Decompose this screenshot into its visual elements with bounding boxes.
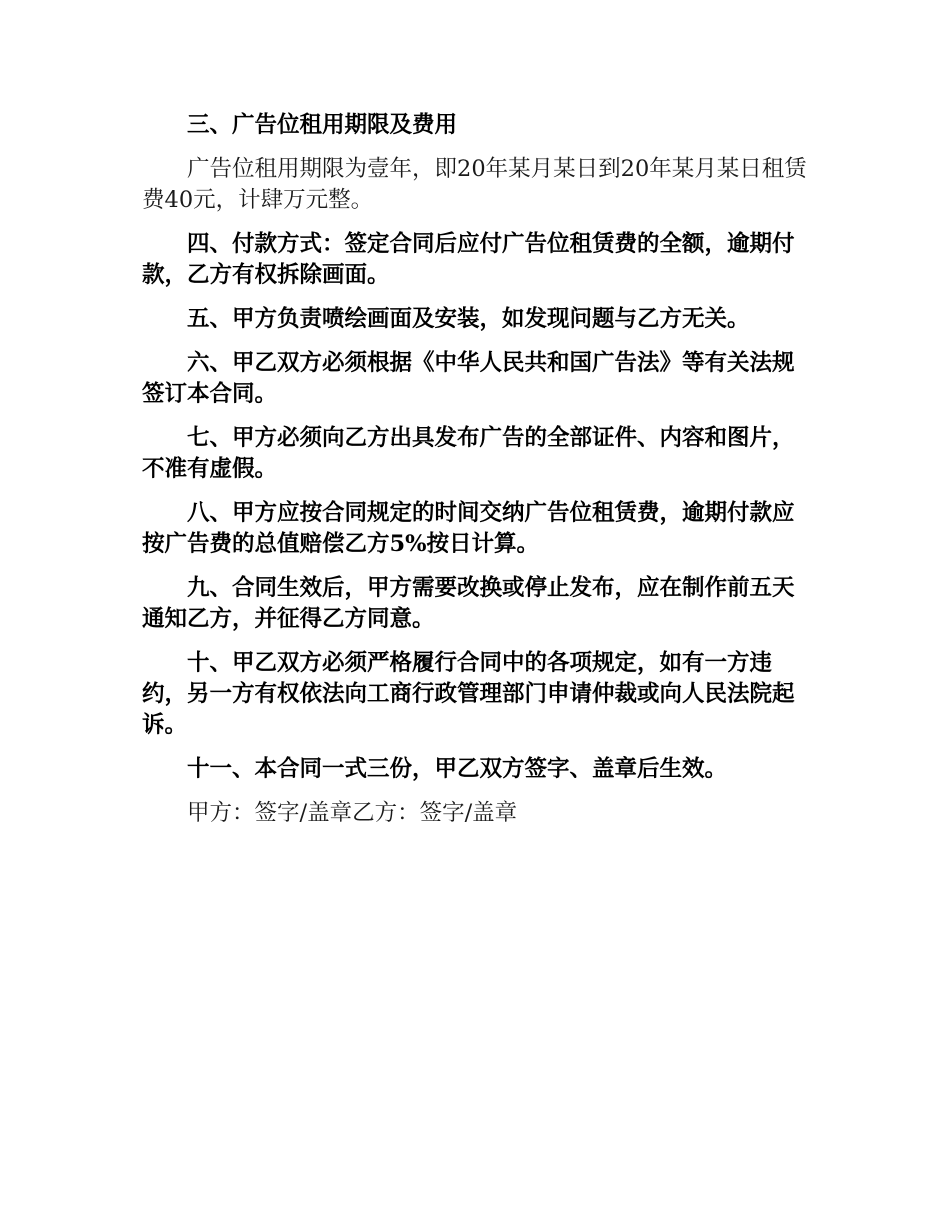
section-11-copies: 十一、本合同一式三份，甲乙双方签字、盖章后生效。: [187, 756, 728, 782]
section-3-heading: 三、广告位租用期限及费用: [187, 112, 458, 138]
section-10-breach: 十、甲乙双方必须严格履行合同中的各项规定，如有一方违约，另一方有权依法向工商行政管理部门申请仲裁或向人民法院起诉。: [142, 650, 795, 738]
section-3-body: 广告位租用期限为壹年，即20年某月某日到20年某月某日租赁费40元，计肆万元整。: [142, 156, 807, 213]
section-9-changes: 九、合同生效后，甲方需要改换或停止发布，应在制作前五天通知乙方，并征得乙方同意。: [142, 575, 795, 632]
section-8-late-payment: 八、甲方应按合同规定的时间交纳广告位租赁费，逾期付款应按广告费的总值赔偿乙方5%按日计算。: [142, 500, 795, 557]
section-6-law: 六、甲乙双方必须根据《中华人民共和国广告法》等有关法规签订本合同。: [142, 350, 795, 407]
signature-line: 甲方：签字/盖章乙方：签字/盖章: [187, 800, 518, 826]
section-4-payment: 四、付款方式：签定合同后应付广告位租赁费的全额，逾期付款，乙方有权拆除画面。: [142, 231, 795, 288]
document-page: [142, 110, 814, 842]
section-5-installation: 五、甲方负责喷绘画面及安装，如发现问题与乙方无关。: [187, 306, 750, 332]
section-7-documents: 七、甲方必须向乙方出具发布广告的全部证件、内容和图片，不准有虚假。: [142, 425, 795, 482]
